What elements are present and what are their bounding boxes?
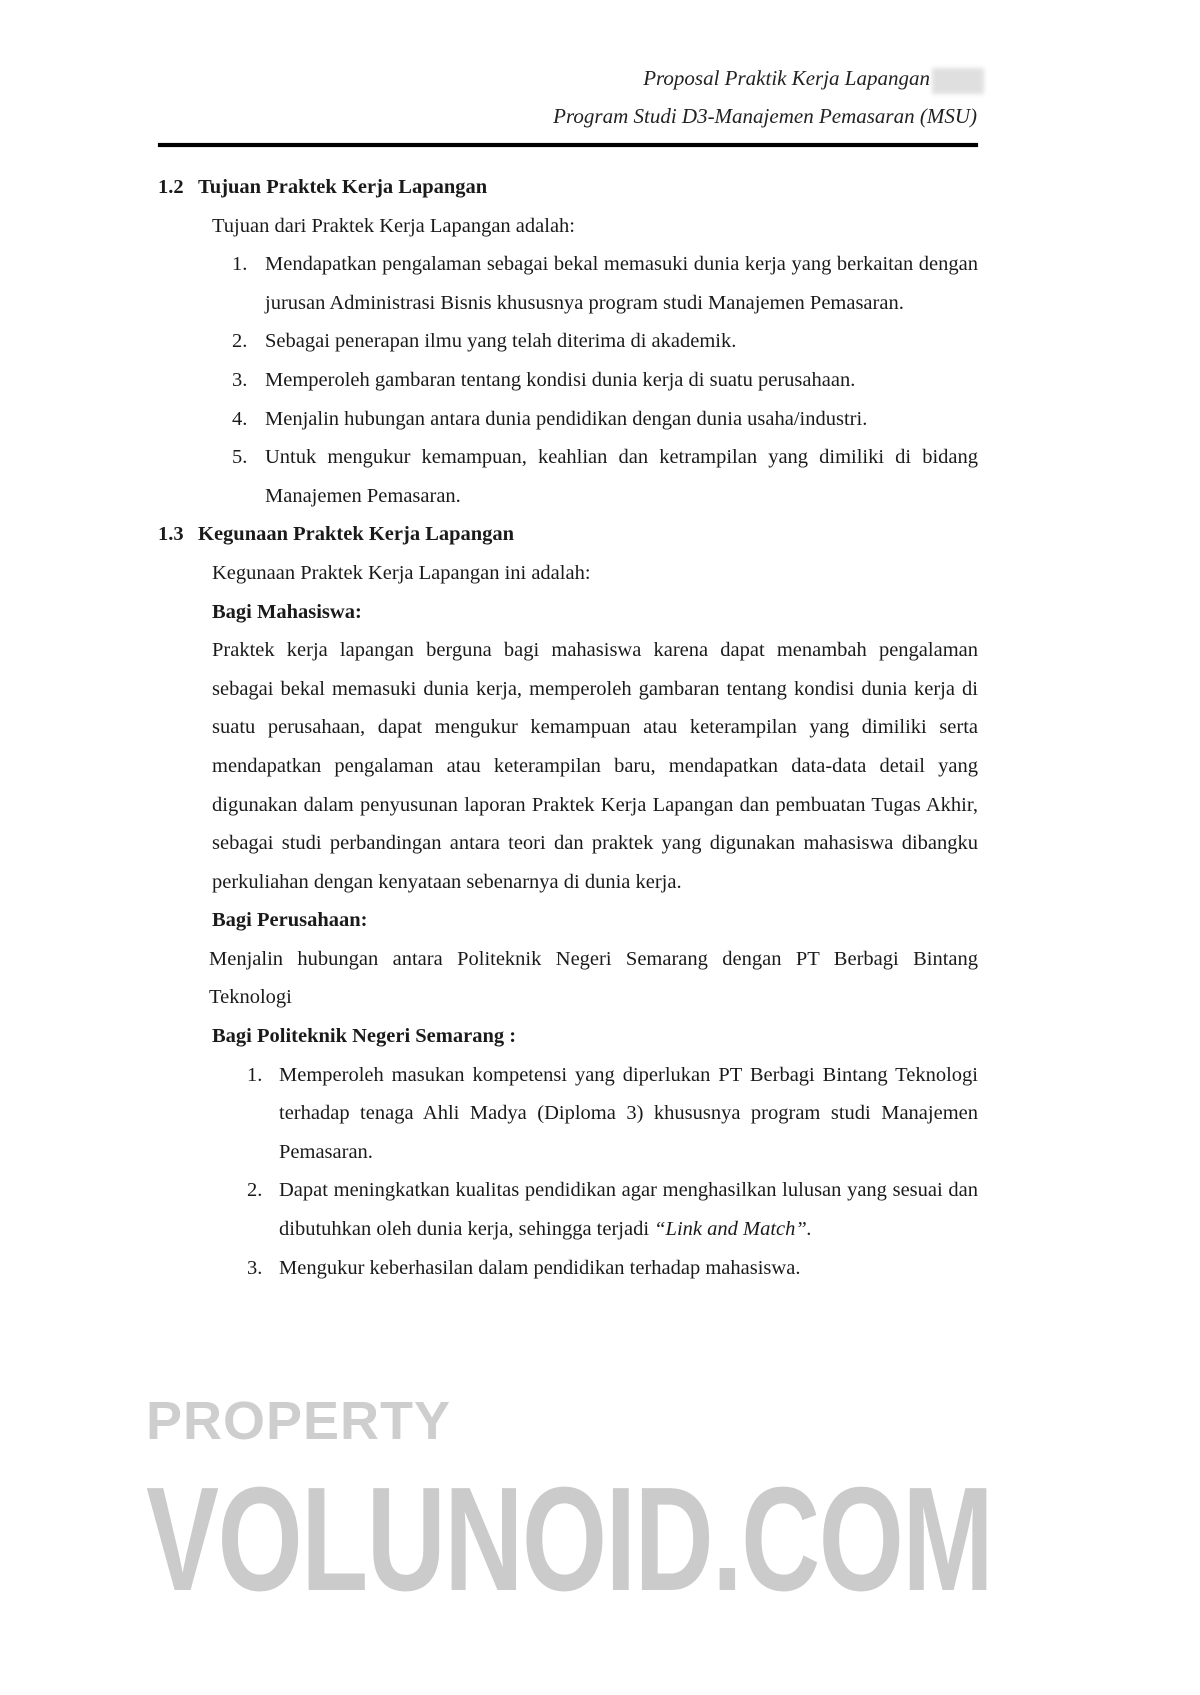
list-item: [158, 322, 978, 361]
list-text: Mendapatkan pengalaman sebagai bekal memasuki dunia kerja yang berkaitan dengan jurusan Administrasi Bisnis khususnya program studi Manajemen Pemasaran.: [265, 253, 978, 314]
list-item: [158, 1171, 978, 1248]
subheading-polines: Bagi Politeknik Negeri Semarang :: [212, 1025, 517, 1048]
section-intro: Tujuan dari Praktek Kerja Lapangan adalah:: [212, 214, 575, 237]
section-title: Kegunaan Praktek Kerja Lapangan: [198, 523, 515, 546]
section-heading-1-3: [158, 515, 978, 554]
list-number: 3.: [232, 368, 248, 391]
list-item: [158, 1056, 978, 1172]
list-item: [158, 245, 978, 322]
link-and-match-emphasis: “Link and Match”.: [654, 1218, 812, 1241]
redacted-header-text: [932, 68, 984, 94]
list-text: Memperoleh masukan kompetensi yang diperlukan PT Berbagi Bintang Teknologi terhadap tenaga Ahli Madya (Diploma 3) khususnya program studi Manajemen Pemasaran.: [279, 1063, 978, 1163]
paragraph-mahasiswa: Praktek kerja lapangan berguna bagi mahasiswa karena dapat menambah pengalaman sebagai bekal memasuki dunia kerja, memperoleh gambaran tentang kondisi dunia kerja di suatu perusahaan, dapat mengukur kemampuan atau keterampilan yang dimiliki serta mendapatkan pengalaman atau keterampilan baru, mendapatkan data-data detail yang digunakan dalam penyusunan laporan Praktek Kerja Lapangan dan pembuatan Tugas Akhir, sebagai studi perbandingan antara teori dan praktek yang digunakan mahasiswa dibangku perkuliahan dengan kenyataan sebenarnya di dunia kerja.: [212, 639, 978, 893]
list-item: [158, 1249, 978, 1288]
document-body: [158, 168, 978, 1287]
list-number: 2.: [247, 1179, 263, 1202]
list-number: 4.: [232, 407, 248, 430]
section-number: 1.3: [158, 523, 184, 546]
list-number: 2.: [232, 330, 248, 353]
list-item: [158, 400, 978, 439]
list-number: 3.: [247, 1256, 263, 1279]
list-number: 1.: [247, 1063, 263, 1086]
section-heading-1-2: [158, 168, 978, 207]
section-title: Tujuan Praktek Kerja Lapangan: [198, 176, 488, 198]
subheading-perusahaan: Bagi Perusahaan:: [212, 909, 368, 932]
tujuan-list: [158, 245, 978, 515]
watermark-property: PROPERTY: [146, 1391, 452, 1451]
paragraph-perusahaan: Menjalin hubungan antara Politeknik Negeri Semarang dengan PT Berbagi Bintang Teknologi: [209, 947, 978, 1009]
header-divider: [158, 143, 978, 147]
list-number: 5.: [232, 446, 248, 469]
polines-list: [158, 1056, 978, 1288]
list-text: Sebagai penerapan ilmu yang telah diterima di akademik.: [265, 330, 737, 353]
list-item: [158, 361, 978, 400]
list-item: [158, 438, 978, 515]
list-text: Memperoleh gambaran tentang kondisi dunia kerja di suatu perusahaan.: [265, 368, 856, 391]
watermark-volunoid: VOLUNOID.COM: [146, 1457, 993, 1622]
list-text: Untuk mengukur kemampuan, keahlian dan ketrampilan yang dimiliki di bidang Manajemen Pemasaran.: [265, 446, 978, 507]
section-intro: Kegunaan Praktek Kerja Lapangan ini adalah:: [212, 561, 591, 584]
list-text: Mengukur keberhasilan dalam pendidikan terhadap mahasiswa.: [279, 1256, 801, 1279]
list-text: Dapat meningkatkan kualitas pendidikan agar menghasilkan lulusan yang sesuai dan dibutuhkan oleh dunia kerja, sehingga terjadi: [279, 1179, 978, 1241]
section-number: 1.2: [158, 176, 184, 198]
running-header-title: Proposal Praktik Kerja Lapangan: [643, 66, 930, 90]
subheading-mahasiswa: Bagi Mahasiswa:: [212, 600, 362, 623]
list-number: 1.: [232, 253, 248, 276]
running-header-program: Program Studi D3-Manajemen Pemasaran (MSU): [553, 104, 977, 128]
list-text: Menjalin hubungan antara dunia pendidikan dengan dunia usaha/industri.: [265, 407, 868, 430]
